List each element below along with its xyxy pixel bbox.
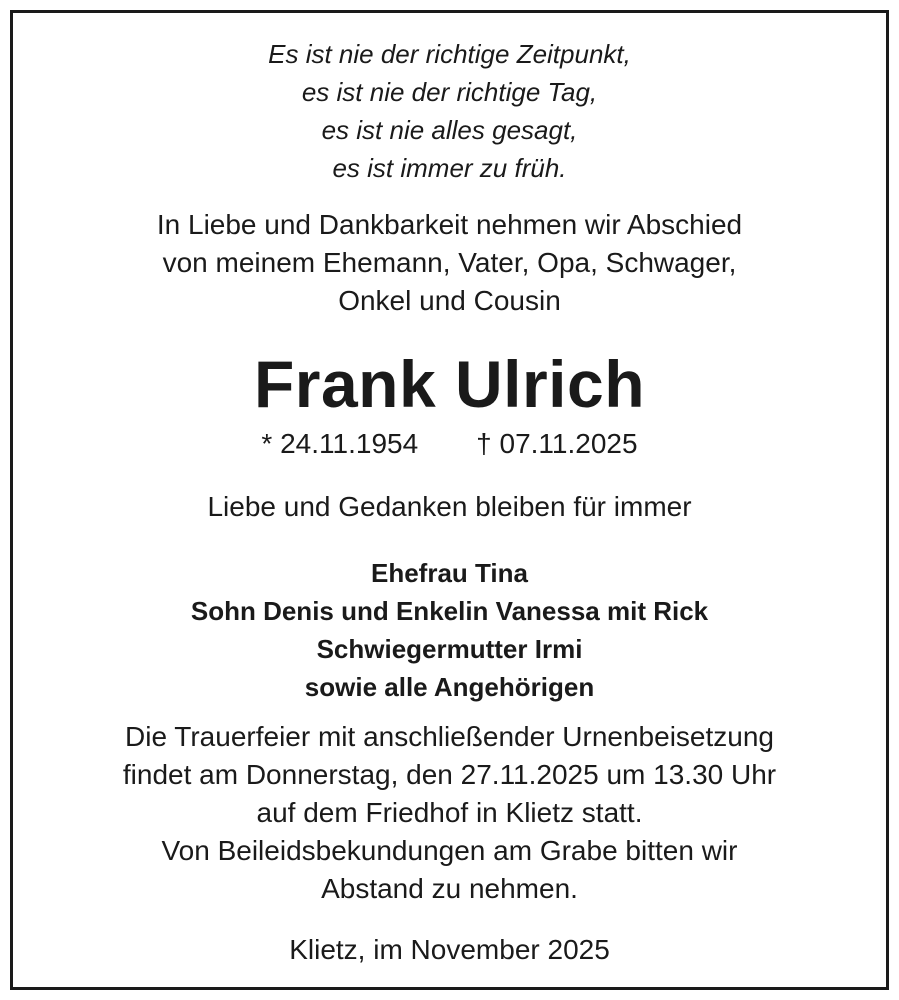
death-date: † 07.11.2025 (476, 428, 638, 459)
info-line: Die Trauerfeier mit anschließender Urnenbeisetzung (125, 721, 774, 752)
poem-line: es ist immer zu früh. (332, 153, 567, 183)
info-line: Abstand zu nehmen. (321, 873, 578, 904)
intro-line: Onkel und Cousin (338, 285, 561, 316)
intro-line: In Liebe und Dankbarkeit nehmen wir Abschied (156, 209, 743, 240)
birth-date: * 24.11.1954 (261, 428, 419, 459)
funeral-info (13, 718, 886, 908)
mourner-line: Schwiegermutter Irmi (316, 634, 583, 664)
poem-line: es ist nie alles gesagt, (321, 115, 578, 145)
mourner-line: sowie alle Angehörigen (304, 672, 595, 702)
poem-line: es ist nie der richtige Tag, (301, 77, 598, 107)
life-dates (13, 425, 886, 463)
place-and-date: Klietz, im November 2025 (289, 934, 610, 965)
info-line: Von Beileidsbekundungen am Grabe bitten wir (161, 835, 738, 866)
mourner-line: Ehefrau Tina (370, 558, 528, 588)
motto: Liebe und Gedanken bleiben für immer (207, 491, 692, 522)
deceased-name: Frank Ulrich (253, 347, 646, 421)
intro-line: von meinem Ehemann, Vater, Opa, Schwager, (162, 247, 737, 278)
poem (13, 35, 886, 187)
mourner-line: Sohn Denis und Enkelin Vanessa mit Rick (190, 596, 709, 626)
farewell-intro (13, 206, 886, 320)
info-line: auf dem Friedhof in Klietz statt. (256, 797, 643, 828)
poem-line: Es ist nie der richtige Zeitpunkt, (268, 39, 631, 69)
info-line: findet am Donnerstag, den 27.11.2025 um 13.30 Uhr (122, 759, 777, 790)
mourners-list (13, 554, 886, 706)
obituary-notice (10, 10, 889, 990)
